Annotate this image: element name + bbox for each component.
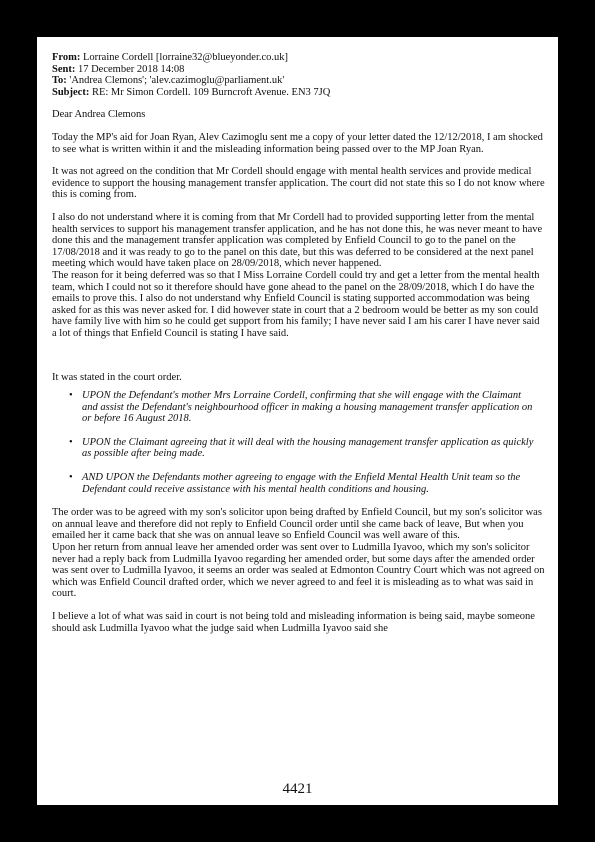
court-order-item xyxy=(69,472,546,495)
paragraph-6: The order was to be agreed with my son's solicitor upon being drafted by Enfield Council, but my son's solicitor was on annual leave and therefore did not reply to Enfield Council order until she came back of leave, But when you emailed her it came back that she was on annual leave so Enfield Council was well aware of this. xyxy=(52,507,542,542)
to-value: 'Andrea Clemons'; 'alev.cazimoglu@parliament.uk' xyxy=(66,75,285,87)
email-content xyxy=(52,52,546,634)
bullet-icon: • xyxy=(69,390,73,402)
from-line xyxy=(52,52,546,64)
to-line xyxy=(52,75,546,87)
paragraph-5: It was stated in the court order. xyxy=(52,372,182,384)
paragraph-4: The reason for it being deferred was so that I Miss Lorraine Cordell could try and get a letter from the mental health team, which I could not so it therefore should have gone ahead to the panel on the 28/09/2018, which I do have the emails to prove this. I also do not understand why Enfield Council is stating supported accommodation was being asked for as this was never asked for. I did however state in court that a 2 bedroom would be better as my son could have family live with him so he could get support from his family; I have never said I am his carer I have never said a lot of things that Enfield Council is stating I have said. xyxy=(52,269,540,339)
greeting: Dear Andrea Clemons xyxy=(52,109,146,121)
paragraph-2: It was not agreed on the condition that Mr Cordell should engage with mental health services and provide medical evidence to support the housing management transfer application. The court did not state this so I do not know where this is coming from. xyxy=(52,166,545,201)
page-number: 4421 xyxy=(282,781,313,797)
paragraph-8: I believe a lot of what was said in court is not being told and misleading information is being said, maybe someone should ask Ludmilla Iyavoo what the judge said when Ludmilla Iyavoo said she xyxy=(52,610,535,634)
court-order-item xyxy=(69,436,546,460)
subject-value: RE: Mr Simon Cordell. 109 Burncroft Avenue. EN3 7JQ xyxy=(89,86,331,98)
subject-label: Subject: xyxy=(52,86,90,98)
from-label: From: xyxy=(52,52,81,63)
sent-label: Sent: xyxy=(52,63,76,75)
court-order-list xyxy=(52,390,546,495)
sent-line xyxy=(52,64,546,76)
sent-value: 17 December 2018 14:08 xyxy=(75,63,185,75)
paragraph-3: I also do not understand where it is coming from that Mr Cordell had to provided supporting letter from the mental health services to support his management transfer application, and he has not done this, he was never meant to have done this and the management transfer application was completed by Enfield Council to go to the panel on the 17/08/2018 and it was ready to go to the panel on this date, but this was deferred to be considered at the next panel meeting which would have taken place on 28/09/2018, which never happened. xyxy=(52,211,543,270)
paragraph-1: Today the MP's aid for Joan Ryan, Alev Cazimoglu sent me a copy of your letter dated the 12/12/2018, I am shocked to see what is written within it and the misleading information being passed over to the MP Joan Ryan. xyxy=(52,131,543,155)
subject-line xyxy=(52,87,546,99)
bullet-icon: • xyxy=(69,472,73,484)
to-label: To: xyxy=(52,75,67,87)
paragraph-7: Upon her return from annual leave her amended order was sent over to Ludmilla Iyavoo, which my son's solicitor never had a reply back from Ludmilla Iyavoo regarding her amended order, but some days after the amended order was sent over to Ludmilla Iyavoo, it seems an order was sealed at Edmonton Country Court which was not agreed on which was Enfield Council drafted order, which we never agreed to and feel it is misleading as to what was said in court. xyxy=(52,542,545,600)
court-order-item xyxy=(69,390,546,425)
court-order-text: AND UPON the Defendants mother agreeing to engage with the Enfield Mental Health Unit team so the Defendant could receive assistance with his mental health conditions and housing. xyxy=(82,472,521,495)
court-order-text: UPON the Defendant's mother Mrs Lorraine Cordell, confirming that she will engage with the Claimant and assist the Defendant's neighbourhood officer in making a housing management transfer application on or before 16 August 2018. xyxy=(82,390,533,425)
court-order-text: UPON the Claimant agreeing that it will deal with the housing management transfer application as quickly as possible after being made. xyxy=(82,436,534,460)
bullet-icon: • xyxy=(69,436,73,448)
email-header xyxy=(52,52,546,98)
from-value: Lorraine Cordell [lorraine32@blueyonder.co.uk] xyxy=(80,52,289,63)
document-page xyxy=(37,37,558,805)
